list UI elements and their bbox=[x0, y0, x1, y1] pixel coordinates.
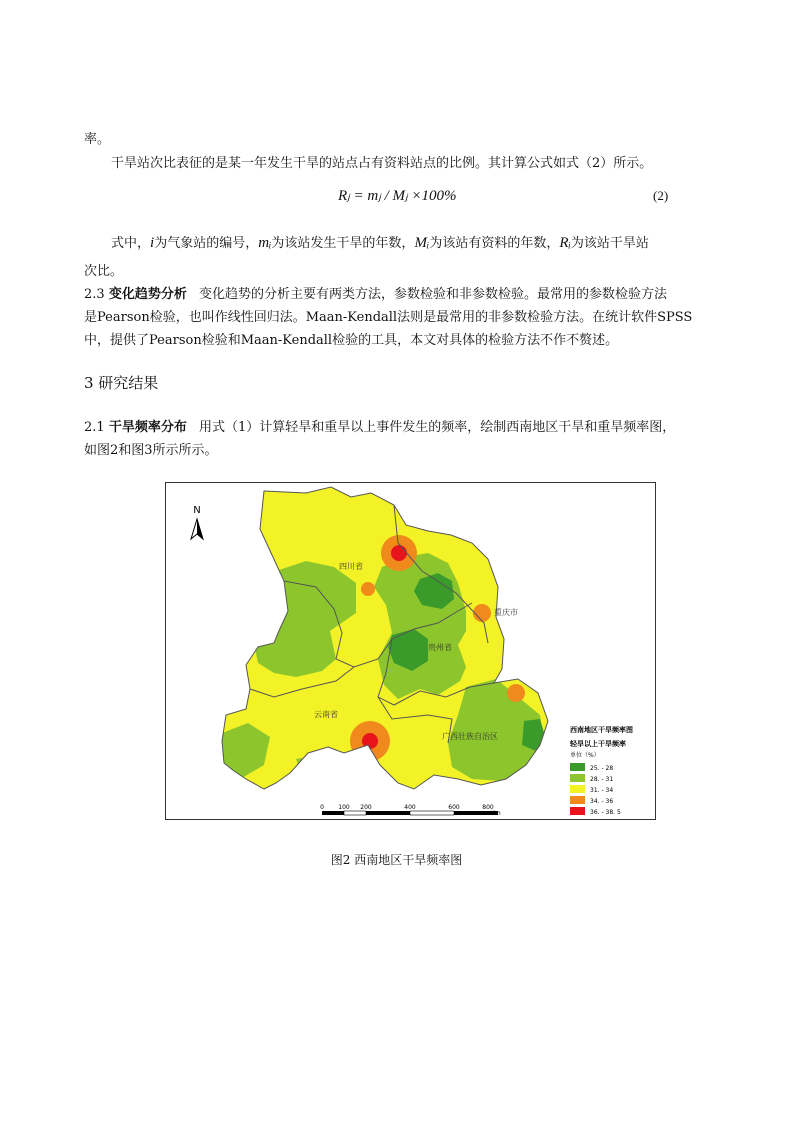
legend bbox=[569, 725, 633, 816]
province-label: 广西壮族自治区 bbox=[442, 732, 498, 741]
legend-label: 28. - 31 bbox=[590, 776, 614, 783]
province-label: 云南省 bbox=[314, 710, 338, 719]
scale-bar bbox=[320, 804, 501, 817]
north-arrow bbox=[191, 505, 203, 539]
formula: Rⱼ = mⱼ / Mⱼ ×100% bbox=[338, 188, 457, 204]
scale-tick-label: 100 bbox=[338, 804, 350, 811]
text-segment: 为该站干旱站 bbox=[570, 236, 649, 251]
scale-tick-label: 600 bbox=[448, 804, 460, 811]
section-2-3-line3: 中，提供了Pearson检验和Maan-Kendall检验的工具，本文对具体的检验方法不作不赘述。 bbox=[84, 333, 619, 348]
province-label: 四川省 bbox=[339, 562, 363, 571]
scale-tick-label: 0 bbox=[320, 804, 324, 811]
paragraph-text: 干旱站次比表征的是某一年发生干旱的站点占有资料站点的比例。其计算公式如式（2）所示。 bbox=[111, 156, 653, 171]
legend-label: 34. - 36 bbox=[590, 798, 614, 805]
legend-swatch bbox=[570, 785, 585, 793]
legend-unit: 单位（%） bbox=[570, 752, 600, 759]
map-svg bbox=[166, 483, 655, 819]
section-heading: 3 研究结果 bbox=[84, 374, 159, 392]
section-text: 变化趋势的分析主要有两类方法，参数检验和非参数检验。最常用的参数检验方法 bbox=[198, 287, 667, 302]
section-number: 2.3 bbox=[84, 287, 105, 302]
var-m: mᵢ bbox=[258, 235, 272, 251]
province-label: 贵州省 bbox=[428, 643, 452, 652]
legend-title: 西南地区干旱频率图 bbox=[570, 726, 633, 734]
legend-swatch bbox=[570, 774, 585, 782]
legend-subtitle: 轻旱以上干旱频率 bbox=[570, 740, 626, 748]
paragraph-fragment: 率。 bbox=[84, 132, 111, 147]
text-segment: 为该站有资料的年数， bbox=[429, 236, 560, 251]
section-2-3-line2: 是Pearson检验，也叫作线性回归法。Maan-Kendall法则是最常用的非参数检验方法。在统计软件SPSS bbox=[84, 310, 693, 325]
legend-swatch bbox=[570, 763, 585, 771]
scale-tick-label: 400 bbox=[404, 804, 416, 811]
scale-segment bbox=[322, 811, 344, 815]
var-R: Rᵢ bbox=[559, 235, 571, 251]
legend-label: 36. - 38. 5 bbox=[590, 809, 621, 816]
north-label: N bbox=[193, 505, 201, 516]
var-M: Mᵢ bbox=[414, 235, 430, 251]
legend-swatch bbox=[570, 796, 585, 804]
scale-tick-label: 800 bbox=[482, 804, 494, 811]
section-text: 用式（1）计算轻旱和重旱以上事件发生的频率，绘制西南地区干旱和重旱频率图， bbox=[198, 420, 676, 435]
scale-tick-label: 200 bbox=[360, 804, 372, 811]
section-2-1-line1 bbox=[84, 418, 675, 438]
scale-segment bbox=[366, 811, 410, 815]
variable-definitions bbox=[111, 233, 649, 254]
scale-segment bbox=[344, 811, 366, 815]
text-segment: 式中， bbox=[111, 236, 151, 251]
scale-segment bbox=[410, 811, 454, 815]
section-number: 2.1 bbox=[84, 420, 105, 435]
figure-caption: 图2 西南地区干旱频率图 bbox=[330, 853, 463, 867]
legend-label: 31. - 34 bbox=[590, 787, 614, 794]
section-title: 变化趋势分析 bbox=[108, 287, 187, 302]
province-label: 重庆市 bbox=[494, 608, 518, 617]
scale-unit: Km bbox=[491, 810, 501, 817]
var-i: i bbox=[150, 235, 155, 251]
legend-label: 25. - 28 bbox=[590, 765, 614, 772]
section-title: 干旱频率分布 bbox=[108, 420, 187, 435]
paragraph-fragment: 次比。 bbox=[84, 264, 124, 279]
legend-swatch bbox=[570, 807, 585, 815]
section-2-1-line2: 如图2和图3所示所示。 bbox=[84, 443, 218, 458]
text-segment: 为气象站的编号， bbox=[154, 236, 259, 251]
section-2-3-line1 bbox=[84, 285, 667, 305]
text-segment: 为该站发生干旱的年数， bbox=[271, 236, 415, 251]
formula-number: (2) bbox=[653, 188, 669, 203]
drought-frequency-map bbox=[165, 482, 656, 820]
